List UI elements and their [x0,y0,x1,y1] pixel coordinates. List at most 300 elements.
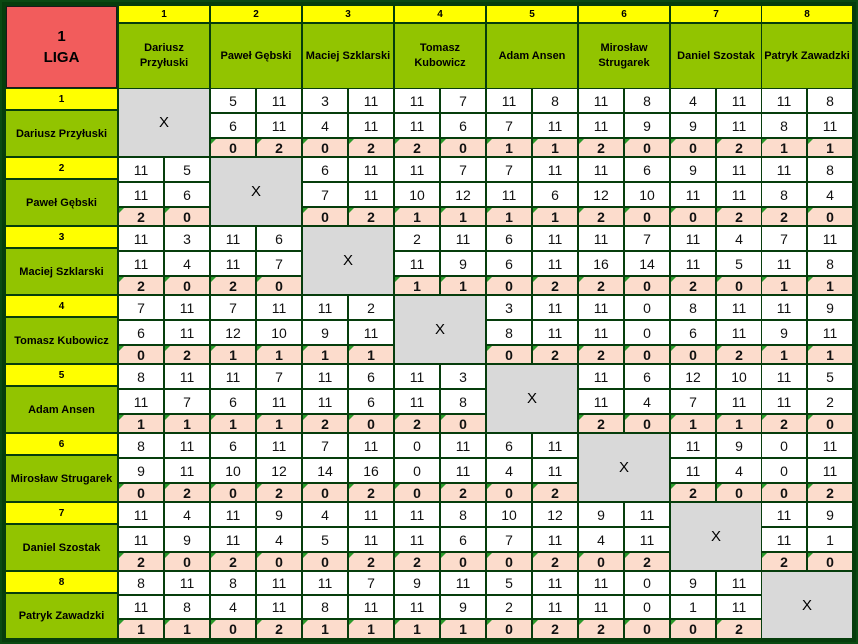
sets-won: 2 [717,346,761,363]
sets-won: 1 [303,620,347,638]
column-number: 7 [671,6,761,22]
sets-won: 1 [257,346,301,363]
set-2-score: 11 [717,390,761,413]
column-number: 1 [119,6,209,22]
set-2-score: 11 [808,114,852,137]
set-1-score: 11 [257,296,301,319]
set-1-score: 11 [165,365,209,388]
sets-won: 2 [441,484,485,501]
set-2-score: 7 [257,252,301,275]
set-1-score: 11 [717,89,761,112]
sets-won: 2 [717,139,761,156]
set-2-score: 11 [671,183,715,206]
column-player-name-line: Patryk Zawadzki [764,49,850,62]
sets-won: 0 [119,484,163,501]
column-player-name-line: Paweł Gębski [220,49,292,62]
set-1-score: 9 [671,572,715,594]
set-1-score: 11 [579,89,623,112]
sets-won: 0 [579,553,623,570]
set-2-score: 11 [165,459,209,482]
set-2-score: 8 [303,596,347,618]
set-2-score: 11 [579,390,623,413]
set-1-score: 7 [762,227,806,250]
set-1-score: 11 [119,227,163,250]
sets-won: 1 [762,346,806,363]
set-2-score: 0 [395,459,439,482]
sets-won: 0 [165,553,209,570]
set-2-score: 11 [533,114,577,137]
column-number: 3 [303,6,393,22]
sets-won: 2 [349,553,393,570]
sets-won: 1 [487,208,531,225]
sets-won: 2 [579,415,623,432]
set-2-score: 4 [625,390,669,413]
sets-won: 2 [533,553,577,570]
set-1-score: 11 [625,503,669,526]
row-player-name: Maciej Szklarski [6,249,117,294]
set-1-score: 7 [349,572,393,594]
set-2-score: 11 [119,596,163,618]
set-2-score: 12 [441,183,485,206]
sets-won: 2 [119,277,163,294]
set-1-score: 7 [119,296,163,319]
sets-won: 2 [579,139,623,156]
set-2-score: 14 [303,459,347,482]
column-player-name [119,24,209,88]
set-1-score: 7 [625,227,669,250]
sets-won: 2 [165,346,209,363]
column-player-name [395,24,485,88]
row-player-name: Dariusz Przyłuski [6,111,117,156]
sets-won: 2 [625,553,669,570]
sets-won: 2 [211,553,255,570]
set-2-score: 6 [441,114,485,137]
self-match-cell: X [395,296,485,363]
column-player-name-line: Daniel Szostak [677,49,755,62]
set-1-score: 5 [808,365,852,388]
set-2-score: 12 [211,321,255,344]
set-1-score: 3 [165,227,209,250]
set-2-score: 7 [303,183,347,206]
sets-won: 2 [579,346,623,363]
sets-won: 2 [119,553,163,570]
set-1-score: 8 [671,296,715,319]
set-2-score: 9 [762,321,806,344]
set-2-score: 6 [165,183,209,206]
set-2-score: 11 [349,114,393,137]
set-2-score: 16 [349,459,393,482]
set-1-score: 11 [533,572,577,594]
set-2-score: 2 [487,596,531,618]
set-2-score: 6 [349,390,393,413]
set-2-score: 4 [257,528,301,551]
set-2-score: 10 [211,459,255,482]
set-2-score: 7 [487,528,531,551]
sets-won: 1 [349,346,393,363]
set-2-score: 11 [349,528,393,551]
sets-won: 2 [579,277,623,294]
set-1-score: 11 [303,572,347,594]
set-2-score: 4 [808,183,852,206]
set-2-score: 11 [579,596,623,618]
set-1-score: 11 [762,296,806,319]
set-1-score: 11 [303,365,347,388]
column-number: 5 [487,6,577,22]
set-2-score: 1 [808,528,852,551]
set-2-score: 8 [762,114,806,137]
set-2-score: 9 [625,114,669,137]
sets-won: 1 [441,620,485,638]
sets-won: 1 [762,277,806,294]
set-2-score: 11 [395,390,439,413]
sets-won: 0 [487,553,531,570]
column-player-name [303,24,393,88]
set-1-score: 11 [579,365,623,388]
sets-won: 2 [349,208,393,225]
set-1-score: 11 [119,503,163,526]
set-1-score: 6 [303,158,347,181]
set-2-score: 6 [533,183,577,206]
set-1-score: 11 [257,434,301,457]
column-player-name-line: Kubowicz [414,57,466,69]
set-2-score: 6 [487,252,531,275]
sets-won: 2 [671,484,715,501]
set-2-score: 11 [717,321,761,344]
set-1-score: 11 [533,227,577,250]
sets-won: 2 [165,484,209,501]
set-2-score: 9 [441,252,485,275]
sets-won: 0 [625,139,669,156]
sets-won: 0 [303,553,347,570]
column-player-name [671,24,761,88]
set-2-score: 11 [303,390,347,413]
set-2-score: 0 [762,459,806,482]
column-number: 4 [395,6,485,22]
set-1-score: 8 [808,158,852,181]
set-1-score: 10 [487,503,531,526]
set-2-score: 11 [257,390,301,413]
sets-won: 1 [533,139,577,156]
set-2-score: 11 [395,114,439,137]
sets-won: 1 [808,139,852,156]
sets-won: 0 [165,208,209,225]
self-match-cell: X [671,503,761,570]
column-player-name [762,24,852,88]
set-1-score: 0 [625,296,669,319]
set-1-score: 11 [762,158,806,181]
set-2-score: 16 [579,252,623,275]
set-2-score: 11 [533,252,577,275]
set-1-score: 8 [441,503,485,526]
row-player-name: Adam Ansen [6,387,117,432]
set-2-score: 11 [717,114,761,137]
set-2-score: 11 [762,528,806,551]
league-title [6,6,117,88]
sets-won: 2 [211,277,255,294]
set-1-score: 6 [625,365,669,388]
set-2-score: 11 [349,596,393,618]
set-1-score: 11 [395,158,439,181]
set-2-score: 11 [211,528,255,551]
sets-won: 2 [717,620,761,638]
set-2-score: 10 [395,183,439,206]
set-1-score: 11 [717,296,761,319]
set-2-score: 10 [625,183,669,206]
league-table [2,2,856,642]
set-1-score: 7 [257,365,301,388]
set-2-score: 11 [625,528,669,551]
row-number: 5 [6,365,117,385]
row-number: 1 [6,89,117,109]
set-1-score: 11 [303,296,347,319]
set-1-score: 8 [808,89,852,112]
set-2-score: 4 [303,114,347,137]
sets-won: 0 [257,277,301,294]
set-1-score: 11 [533,158,577,181]
set-1-score: 12 [533,503,577,526]
set-1-score: 7 [441,158,485,181]
set-2-score: 0 [625,596,669,618]
sets-won: 1 [808,277,852,294]
set-1-score: 11 [579,572,623,594]
set-1-score: 7 [441,89,485,112]
set-1-score: 9 [395,572,439,594]
set-1-score: 11 [671,434,715,457]
sets-won: 1 [303,346,347,363]
sets-won: 2 [579,620,623,638]
set-2-score: 11 [717,596,761,618]
sets-won: 0 [211,620,255,638]
sets-won: 0 [671,139,715,156]
set-2-score: 11 [487,183,531,206]
sets-won: 0 [808,553,852,570]
self-match-cell: X [487,365,577,432]
set-1-score: 11 [808,227,852,250]
row-number: 8 [6,572,117,592]
set-2-score: 9 [165,528,209,551]
set-2-score: 6 [671,321,715,344]
set-2-score: 11 [579,114,623,137]
set-2-score: 11 [349,183,393,206]
sets-won: 2 [349,139,393,156]
set-1-score: 2 [395,227,439,250]
set-1-score: 11 [808,434,852,457]
row-player-name: Mirosław Strugarek [6,456,117,501]
column-number: 2 [211,6,301,22]
sets-won: 1 [533,208,577,225]
set-1-score: 6 [349,365,393,388]
set-1-score: 11 [487,89,531,112]
sets-won: 0 [257,553,301,570]
sets-won: 0 [349,415,393,432]
set-2-score: 9 [671,114,715,137]
set-1-score: 11 [395,365,439,388]
sets-won: 0 [211,484,255,501]
sets-won: 0 [808,208,852,225]
row-number: 7 [6,503,117,523]
set-2-score: 11 [119,183,163,206]
sets-won: 2 [533,620,577,638]
set-1-score: 11 [671,227,715,250]
set-2-score: 8 [165,596,209,618]
set-1-score: 12 [671,365,715,388]
set-2-score: 11 [808,321,852,344]
set-1-score: 4 [165,503,209,526]
set-2-score: 11 [257,596,301,618]
league-title-text: LIGA [43,49,80,66]
sets-won: 0 [303,139,347,156]
sets-won: 2 [257,139,301,156]
set-1-score: 4 [303,503,347,526]
column-player-name-line: Maciej Szklarski [305,49,391,62]
self-match-cell: X [303,227,393,294]
sets-won: 0 [625,346,669,363]
row-player-name: Tomasz Kubowicz [6,318,117,363]
set-2-score: 7 [487,114,531,137]
sets-won: 0 [211,139,255,156]
set-2-score: 11 [808,459,852,482]
row-player-name: Paweł Gębski [6,180,117,225]
set-1-score: 11 [533,296,577,319]
sets-won: 2 [395,139,439,156]
set-1-score: 11 [211,227,255,250]
set-1-score: 11 [717,572,761,594]
set-1-score: 3 [441,365,485,388]
set-1-score: 11 [349,434,393,457]
set-2-score: 11 [533,528,577,551]
column-player-name-line: Tomasz [419,42,461,54]
sets-won: 0 [395,484,439,501]
sets-won: 1 [257,415,301,432]
set-1-score: 8 [625,89,669,112]
column-number: 8 [762,6,852,22]
set-2-score: 6 [119,321,163,344]
sets-won: 1 [441,208,485,225]
set-2-score: 1 [671,596,715,618]
set-2-score: 11 [395,252,439,275]
set-1-score: 10 [717,365,761,388]
sets-won: 0 [671,208,715,225]
sets-won: 2 [349,484,393,501]
sets-won: 1 [165,620,209,638]
set-2-score: 4 [579,528,623,551]
column-player-name-line: Dariusz [144,42,184,54]
set-1-score: 0 [762,434,806,457]
sets-won: 0 [441,139,485,156]
set-1-score: 11 [717,158,761,181]
set-1-score: 11 [441,227,485,250]
sets-won: 1 [762,139,806,156]
set-1-score: 11 [395,503,439,526]
set-1-score: 5 [487,572,531,594]
sets-won: 1 [808,346,852,363]
sets-won: 0 [717,484,761,501]
sets-won: 1 [717,415,761,432]
set-1-score: 6 [257,227,301,250]
sets-won: 1 [395,208,439,225]
column-player-name-line: Przyłuski [139,57,189,69]
column-player-name-line: Adam Ansen [498,49,566,62]
set-2-score: 11 [671,252,715,275]
set-2-score: 0 [625,321,669,344]
set-1-score: 11 [349,89,393,112]
set-1-score: 4 [671,89,715,112]
sets-won: 2 [395,415,439,432]
sets-won: 0 [303,208,347,225]
sets-won: 1 [119,620,163,638]
sets-won: 0 [487,346,531,363]
set-2-score: 5 [717,252,761,275]
set-2-score: 11 [671,459,715,482]
set-1-score: 11 [579,296,623,319]
sets-won: 0 [717,277,761,294]
set-1-score: 11 [395,89,439,112]
set-1-score: 11 [165,572,209,594]
sets-won: 2 [303,415,347,432]
sets-won: 2 [762,553,806,570]
set-1-score: 2 [349,296,393,319]
sets-won: 0 [671,620,715,638]
self-match-cell: X [762,572,852,638]
set-2-score: 4 [211,596,255,618]
set-2-score: 11 [119,390,163,413]
sets-won: 1 [487,139,531,156]
set-1-score: 6 [487,434,531,457]
set-2-score: 11 [533,459,577,482]
sets-won: 2 [671,277,715,294]
set-1-score: 9 [808,503,852,526]
sets-won: 2 [533,277,577,294]
set-1-score: 11 [257,89,301,112]
set-1-score: 11 [211,503,255,526]
set-2-score: 12 [579,183,623,206]
set-2-score: 11 [349,321,393,344]
sets-won: 2 [579,208,623,225]
set-1-score: 7 [487,158,531,181]
sets-won: 0 [625,208,669,225]
set-2-score: 11 [165,321,209,344]
set-1-score: 9 [257,503,301,526]
set-1-score: 0 [625,572,669,594]
sets-won: 0 [119,346,163,363]
set-2-score: 14 [625,252,669,275]
sets-won: 1 [441,277,485,294]
set-1-score: 11 [349,158,393,181]
set-1-score: 6 [487,227,531,250]
sets-won: 1 [395,620,439,638]
set-1-score: 11 [349,503,393,526]
sets-won: 0 [165,277,209,294]
set-2-score: 7 [671,390,715,413]
set-1-score: 11 [762,89,806,112]
set-2-score: 2 [808,390,852,413]
column-player-name-line: Strugarek [598,57,650,69]
sets-won: 1 [349,620,393,638]
set-1-score: 11 [441,572,485,594]
row-number: 6 [6,434,117,454]
set-2-score: 5 [303,528,347,551]
set-2-score: 11 [533,596,577,618]
sets-won: 0 [808,415,852,432]
set-2-score: 12 [257,459,301,482]
league-title-number: 1 [57,28,66,45]
sets-won: 1 [211,346,255,363]
set-2-score: 7 [165,390,209,413]
sets-won: 2 [533,484,577,501]
sets-won: 0 [441,415,485,432]
set-2-score: 8 [762,183,806,206]
column-player-name [579,24,669,88]
